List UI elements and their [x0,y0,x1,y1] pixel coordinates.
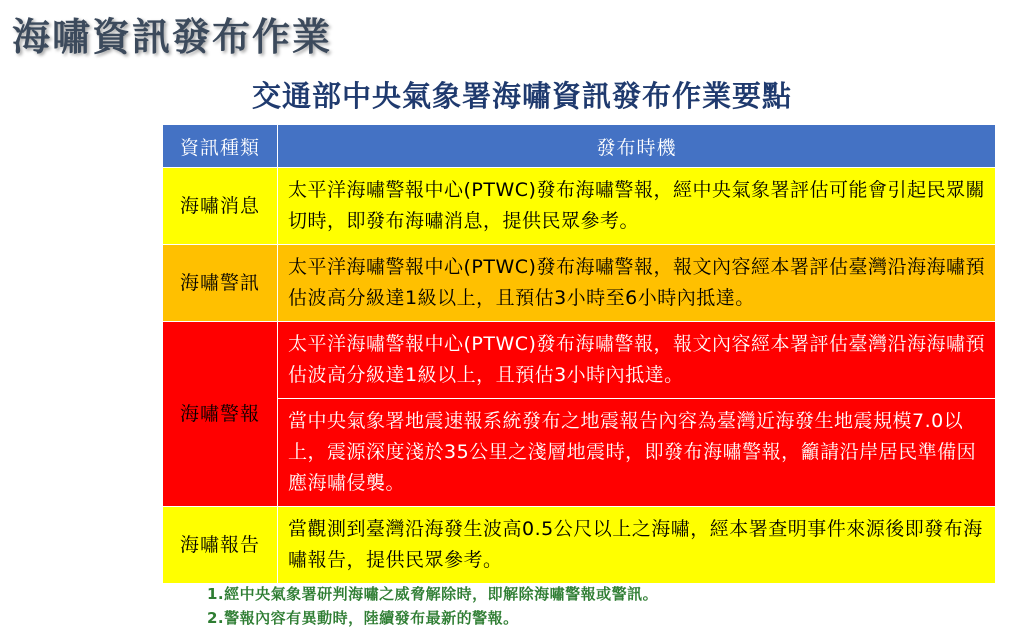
header-info-type: 資訊種類 [163,125,278,168]
desc-cell-message: 太平洋海嘯警報中心(PTWC)發布海嘯警報，經中央氣象署評估可能會引起民眾關切時，即發布海嘯消息，提供民眾參考。 [278,168,996,245]
header-release-timing: 發布時機 [278,125,996,168]
footnotes [207,582,658,630]
table-row-tsunami-warning-1 [163,322,996,399]
page-title: 海嘯資訊發布作業 [12,15,333,59]
table-row-tsunami-report [163,507,996,584]
tsunami-info-table [162,124,996,584]
type-cell-message: 海嘯消息 [163,168,278,245]
type-cell-advisory: 海嘯警訊 [163,245,278,322]
footnote-1: 1.經中央氣象署研判海嘯之威脅解除時，即解除海嘯警報或警訊。 [207,585,659,603]
table-row-tsunami-warning-2 [163,399,996,507]
desc-cell-advisory: 太平洋海嘯警報中心(PTWC)發布海嘯警報，報文內容經本署評估臺灣沿海海嘯預估波高分級達1級以上，且預估3小時至6小時內抵達。 [278,245,996,322]
table-row-tsunami-advisory [163,245,996,322]
desc-cell-warning-ptwc: 太平洋海嘯警報中心(PTWC)發布海嘯警報，報文內容經本署評估臺灣沿海海嘯預估波高分級達1級以上，且預估3小時內抵達。 [278,322,996,399]
desc-cell-report: 當觀測到臺灣沿海發生波高0.5公尺以上之海嘯，經本署查明事件來源後即發布海嘯報告，提供民眾參考。 [278,507,996,584]
footnote-2: 2.警報內容有異動時，陸續發布最新的警報。 [207,609,519,627]
table-row-tsunami-message [163,168,996,245]
type-cell-report: 海嘯報告 [163,507,278,584]
desc-cell-warning-earthquake: 當中央氣象署地震速報系統發布之地震報告內容為臺灣近海發生地震規模7.0以上，震源深度淺於35公里之淺層地震時，即發布海嘯警報，籲請沿岸居民準備因應海嘯侵襲。 [278,399,996,507]
page-subtitle: 交通部中央氣象署海嘯資訊發布作業要點 [252,79,793,113]
type-cell-warning: 海嘯警報 [163,322,278,507]
table-header-row [163,125,996,168]
